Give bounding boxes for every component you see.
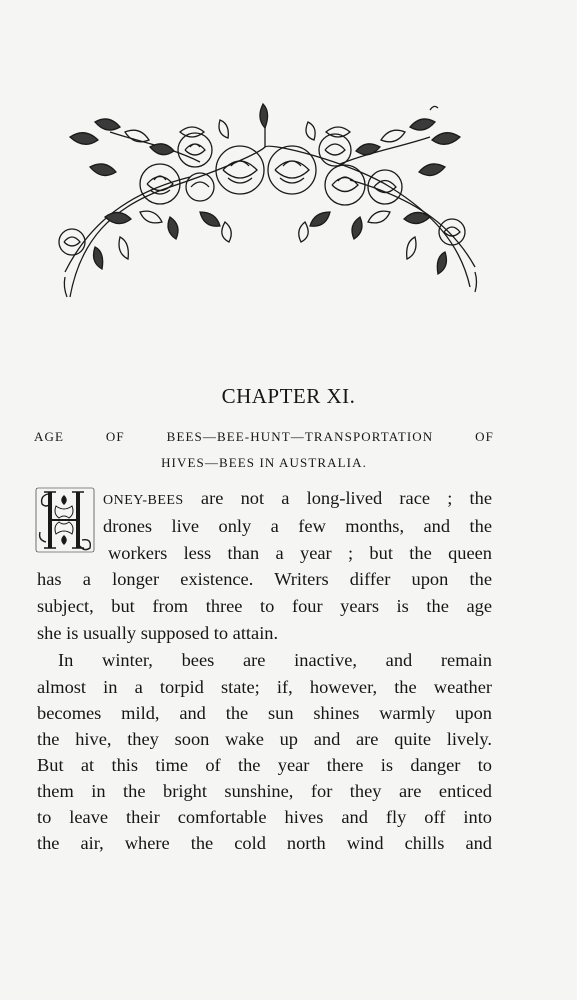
paragraph-1-line-5: subject, but from three to four years is the age xyxy=(37,596,492,616)
paragraph-2-line-1: In winter, bees are inactive, and remain xyxy=(58,650,492,670)
small-caps-word: ONEY-BEES xyxy=(103,493,184,508)
chapter-subtitle-line-1: AGE OF BEES—BEE-HUNT—TRANSPORTATION OF xyxy=(34,429,494,444)
ornate-initial-h-icon xyxy=(34,486,96,554)
chapter-title: CHAPTER XI. xyxy=(221,384,356,408)
paragraph-2-line-2: almost in a torpid state; if, however, the weather xyxy=(37,677,492,697)
paragraph-2-line-7: to leave their comfortable hives and fly off into xyxy=(37,807,492,827)
chapter-subtitle-line-2: HIVES—BEES IN AUSTRALIA. xyxy=(161,455,367,470)
paragraph-1-line-3: workers less than a year ; but the queen xyxy=(108,543,492,563)
paragraph-1-line-4: has a longer existence. Writers differ upon the xyxy=(37,569,492,589)
paragraph-1-line-6: she is usually supposed to attain. xyxy=(37,623,279,643)
paragraph-1-line-2: drones live only a few months, and the xyxy=(103,516,492,536)
rose-garland-icon xyxy=(50,92,480,307)
paragraph-2-line-3: becomes mild, and the sun shines warmly upon xyxy=(37,703,492,723)
paragraph-2-line-5: But at this time of the year there is danger to xyxy=(37,755,492,775)
paragraph-2-line-8: the air, where the cold north wind chills and xyxy=(37,833,492,853)
line-text: are not a long-lived race ; the xyxy=(183,488,492,508)
paragraph-2-line-4: the hive, they soon wake up and are quite lively. xyxy=(37,729,492,749)
dropcap-letter xyxy=(34,486,96,554)
paragraph-1-line-1 xyxy=(103,487,492,512)
paragraph-2-line-6: them in the bright sunshine, for they are enticed xyxy=(37,781,492,801)
